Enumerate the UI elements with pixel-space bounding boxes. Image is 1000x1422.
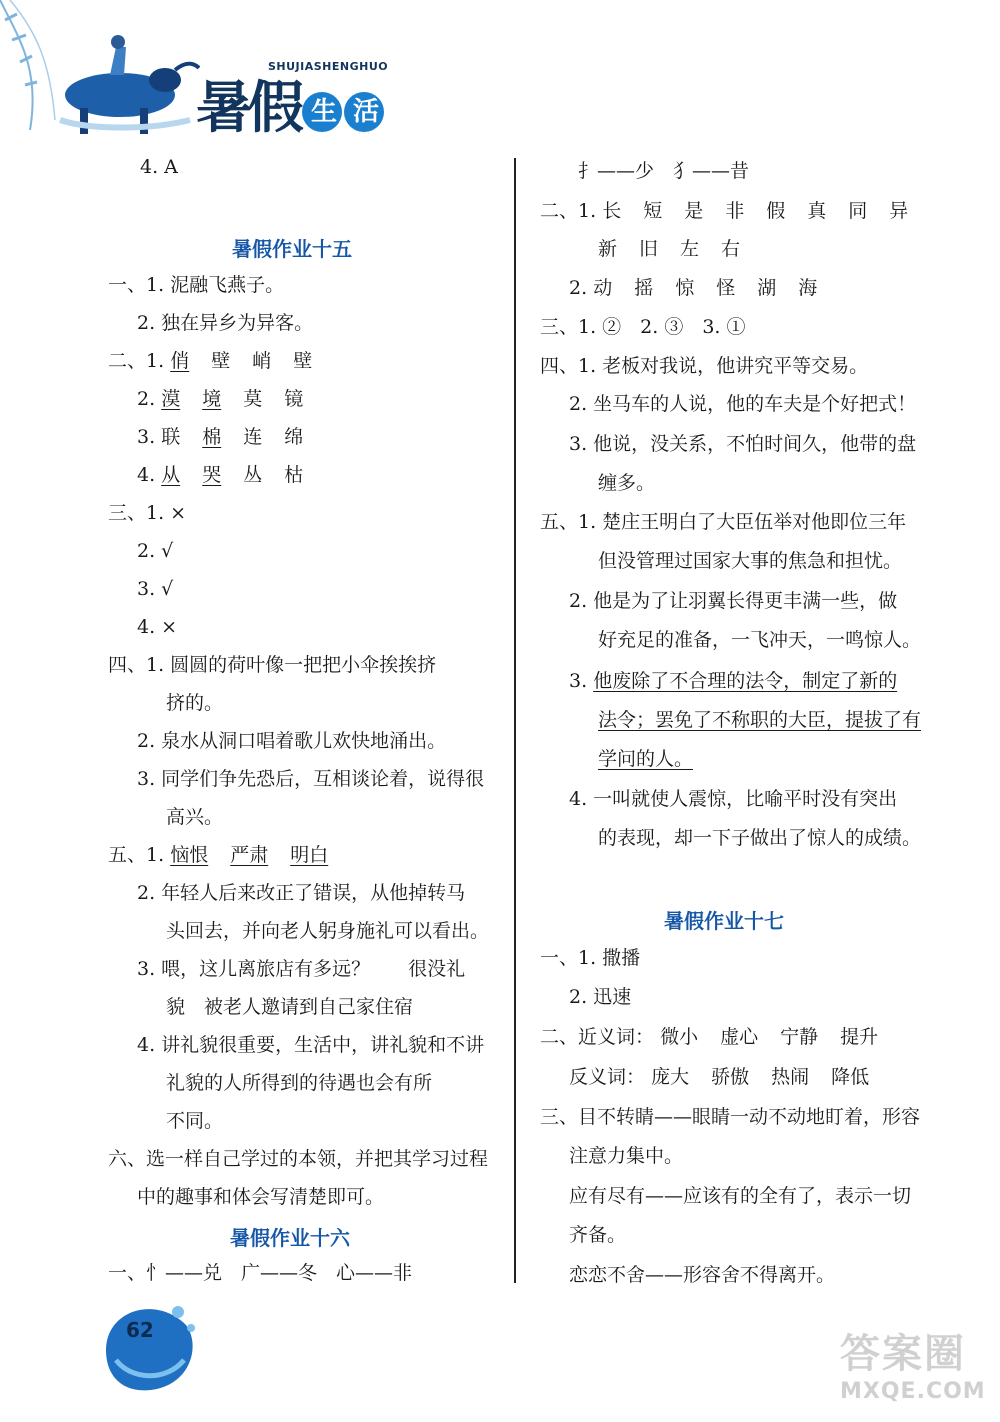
answer-line: 中的趣事和体会写清楚即可。	[137, 1186, 385, 1208]
answer-line: 2. 坐马车的人说，他的车夫是个好把式！	[569, 393, 917, 415]
word-row	[540, 1025, 900, 1049]
word-cell: 壁	[293, 350, 313, 372]
answer-line	[569, 669, 897, 693]
word-cell: 联	[161, 426, 181, 448]
word-cell: 严肃	[230, 844, 269, 866]
answer-line: 扌——少 犭——昔	[578, 160, 750, 182]
answer-line: 应有尽有——应该有的全有了，表示一切	[569, 1185, 912, 1207]
underlined-answer: 他废除了不合理的法令，制定了新的	[593, 670, 898, 692]
item-label: 3.	[569, 670, 588, 692]
word-cell: 骄傲	[711, 1066, 750, 1088]
word-cell: 同	[848, 200, 868, 222]
item-label: 4.	[137, 464, 156, 486]
word-cell: 摇	[634, 277, 654, 299]
watermark-logo-text: 答案圈	[840, 1331, 966, 1377]
word-cell: 提升	[840, 1026, 879, 1048]
answer-line: 一、忄——兑 广——冬 心——非	[108, 1262, 413, 1284]
word-cell: 长	[602, 200, 622, 222]
word-cell: 非	[725, 200, 745, 222]
page-number-badge-icon	[96, 1290, 206, 1400]
page-number: 62	[126, 1318, 154, 1342]
word-cell: 峭	[252, 350, 272, 372]
answer-line: 4. A	[140, 156, 178, 178]
word-row	[137, 387, 325, 411]
word-row	[108, 843, 350, 867]
underlined-answer: 法令；罢免了不称职的大臣，提拔了有	[598, 709, 922, 731]
underlined-answer: 学问的人。	[598, 748, 694, 770]
word-cell: 丛	[243, 464, 263, 486]
item-label: 3.	[137, 426, 156, 448]
item-label: 五、1.	[108, 844, 165, 866]
answer-line: 2. 他是为了让羽翼长得更丰满一些，做	[569, 590, 898, 612]
answer-line: 4. 一叫就使人震惊，比喻平时没有突出	[569, 788, 898, 810]
word-cell: 明白	[290, 844, 329, 866]
answer-line: 2. √	[137, 540, 174, 562]
column-divider	[514, 158, 516, 1283]
item-label: 2.	[137, 388, 156, 410]
word-cell: 镜	[284, 388, 304, 410]
word-cell: 连	[243, 426, 263, 448]
word-cell: 海	[798, 277, 818, 299]
word-cell: 动	[593, 277, 613, 299]
section-title-15: 暑假作业十五	[232, 237, 352, 261]
word-cell: 怪	[716, 277, 736, 299]
answer-line: 2. 年轻人后来改正了错误，从他掉转马	[137, 882, 466, 904]
answer-line: 三、1. ② 2. ③ 3. ①	[540, 316, 746, 338]
answer-line: 三、1. ×	[108, 502, 187, 524]
word-cell: 旧	[639, 238, 659, 260]
answer-line: 一、1. 泥融飞燕子。	[108, 274, 285, 296]
answer-line: 但没管理过国家大事的焦急和担忧。	[598, 550, 903, 572]
word-cell: 漠	[161, 388, 181, 410]
herdboy-on-buffalo-illustration	[0, 0, 200, 140]
word-cell: 枯	[284, 464, 304, 486]
section-title-16: 暑假作业十六	[230, 1226, 350, 1250]
word-cell: 棉	[202, 426, 222, 448]
answer-line: 三、目不转睛——眼睛一动不动地盯着，形容	[540, 1106, 921, 1128]
answer-line: 一、1. 撒播	[540, 947, 641, 969]
word-row	[598, 237, 762, 261]
word-row	[540, 199, 930, 223]
item-label: 2.	[569, 277, 588, 299]
answer-line: 注意力集中。	[569, 1145, 684, 1167]
answer-line: 恋恋不舍——形容舍不得离开。	[569, 1264, 836, 1286]
answer-line: 挤的。	[166, 692, 224, 714]
answer-line: 4. 讲礼貌很重要，生活中，讲礼貌和不讲	[137, 1034, 485, 1056]
word-cell: 新	[598, 238, 618, 260]
item-label: 二、近义词：	[540, 1026, 655, 1048]
word-cell: 俏	[170, 350, 190, 372]
word-cell: 恼恨	[170, 844, 209, 866]
brand-circle-2: 活	[344, 92, 384, 132]
word-cell: 左	[680, 238, 700, 260]
word-cell: 异	[889, 200, 909, 222]
answer-line: 3. 同学们争先恐后，互相谈论着，说得很	[137, 768, 485, 790]
word-row	[569, 276, 839, 300]
word-cell: 假	[766, 200, 786, 222]
answer-line: 六、选一样自己学过的本领，并把其学习过程	[108, 1148, 489, 1170]
word-cell: 绵	[284, 426, 304, 448]
word-cell: 莫	[243, 388, 263, 410]
word-cell: 壁	[211, 350, 231, 372]
word-cell: 真	[807, 200, 827, 222]
answer-line: 的表现，却一下子做出了惊人的成绩。	[598, 827, 922, 849]
watermark-url: MXQE.COM	[840, 1379, 986, 1404]
watermark	[840, 1322, 990, 1412]
brand-english-title: SHUJIASHENGHUO	[268, 60, 389, 73]
item-label: 二、1.	[108, 350, 165, 372]
answer-line: 四、1. 圆圆的荷叶像一把把小伞挨挨挤	[108, 654, 437, 676]
word-cell: 庞大	[651, 1066, 690, 1088]
word-row	[108, 349, 334, 373]
word-cell: 哭	[202, 464, 222, 486]
answer-line: 高兴。	[166, 806, 224, 828]
page-header	[0, 0, 420, 150]
answer-line: 2. 迅速	[569, 986, 632, 1008]
answer-line: 头回去，并向老人躬身施礼可以看出。	[166, 920, 490, 942]
word-row	[569, 1065, 891, 1089]
answer-line: 四、1. 老板对我说，他讲究平等交易。	[540, 355, 869, 377]
word-cell: 惊	[675, 277, 695, 299]
word-cell: 短	[643, 200, 663, 222]
section-title-17: 暑假作业十七	[664, 909, 784, 933]
word-cell: 微小	[660, 1026, 699, 1048]
word-cell: 境	[202, 388, 222, 410]
answer-line: 3. 喂，这儿离旅店有多远？ 很没礼	[137, 958, 466, 980]
word-cell: 湖	[757, 277, 777, 299]
word-row	[137, 425, 325, 449]
word-cell: 从	[161, 464, 181, 486]
item-label: 反义词：	[569, 1066, 646, 1088]
answer-line: 2. 泉水从洞口唱着歌儿欢快地涌出。	[137, 730, 447, 752]
word-row	[137, 463, 325, 487]
answer-line: 齐备。	[569, 1224, 627, 1246]
answer-line: 不同。	[166, 1110, 224, 1132]
word-cell: 是	[684, 200, 704, 222]
brand-chinese-title	[196, 64, 384, 144]
word-cell: 右	[721, 238, 741, 260]
word-cell: 宁静	[780, 1026, 819, 1048]
word-cell: 热闹	[771, 1066, 810, 1088]
answer-line: 3. √	[137, 578, 174, 600]
word-cell: 虚心	[720, 1026, 759, 1048]
answer-line: 貌 被老人邀请到自己家住宿	[166, 996, 414, 1018]
item-label: 二、1.	[540, 200, 597, 222]
brand-circle-1: 生	[302, 92, 342, 132]
answer-line: 4. ×	[137, 616, 178, 638]
word-cell: 降低	[831, 1066, 870, 1088]
answer-line: 五、1. 楚庄王明白了大臣伍举对他即位三年	[540, 511, 907, 533]
brand-main-text: 暑假	[196, 75, 300, 141]
answer-line: 好充足的准备，一飞冲天，一鸣惊人。	[598, 629, 922, 651]
answer-line: 缠多。	[598, 472, 656, 494]
answer-line: 2. 独在异乡为异客。	[137, 312, 314, 334]
answer-line: 礼貌的人所得到的待遇也会有所	[166, 1072, 433, 1094]
answer-line: 3. 他说，没关系，不怕时间久，他带的盘	[569, 433, 917, 455]
